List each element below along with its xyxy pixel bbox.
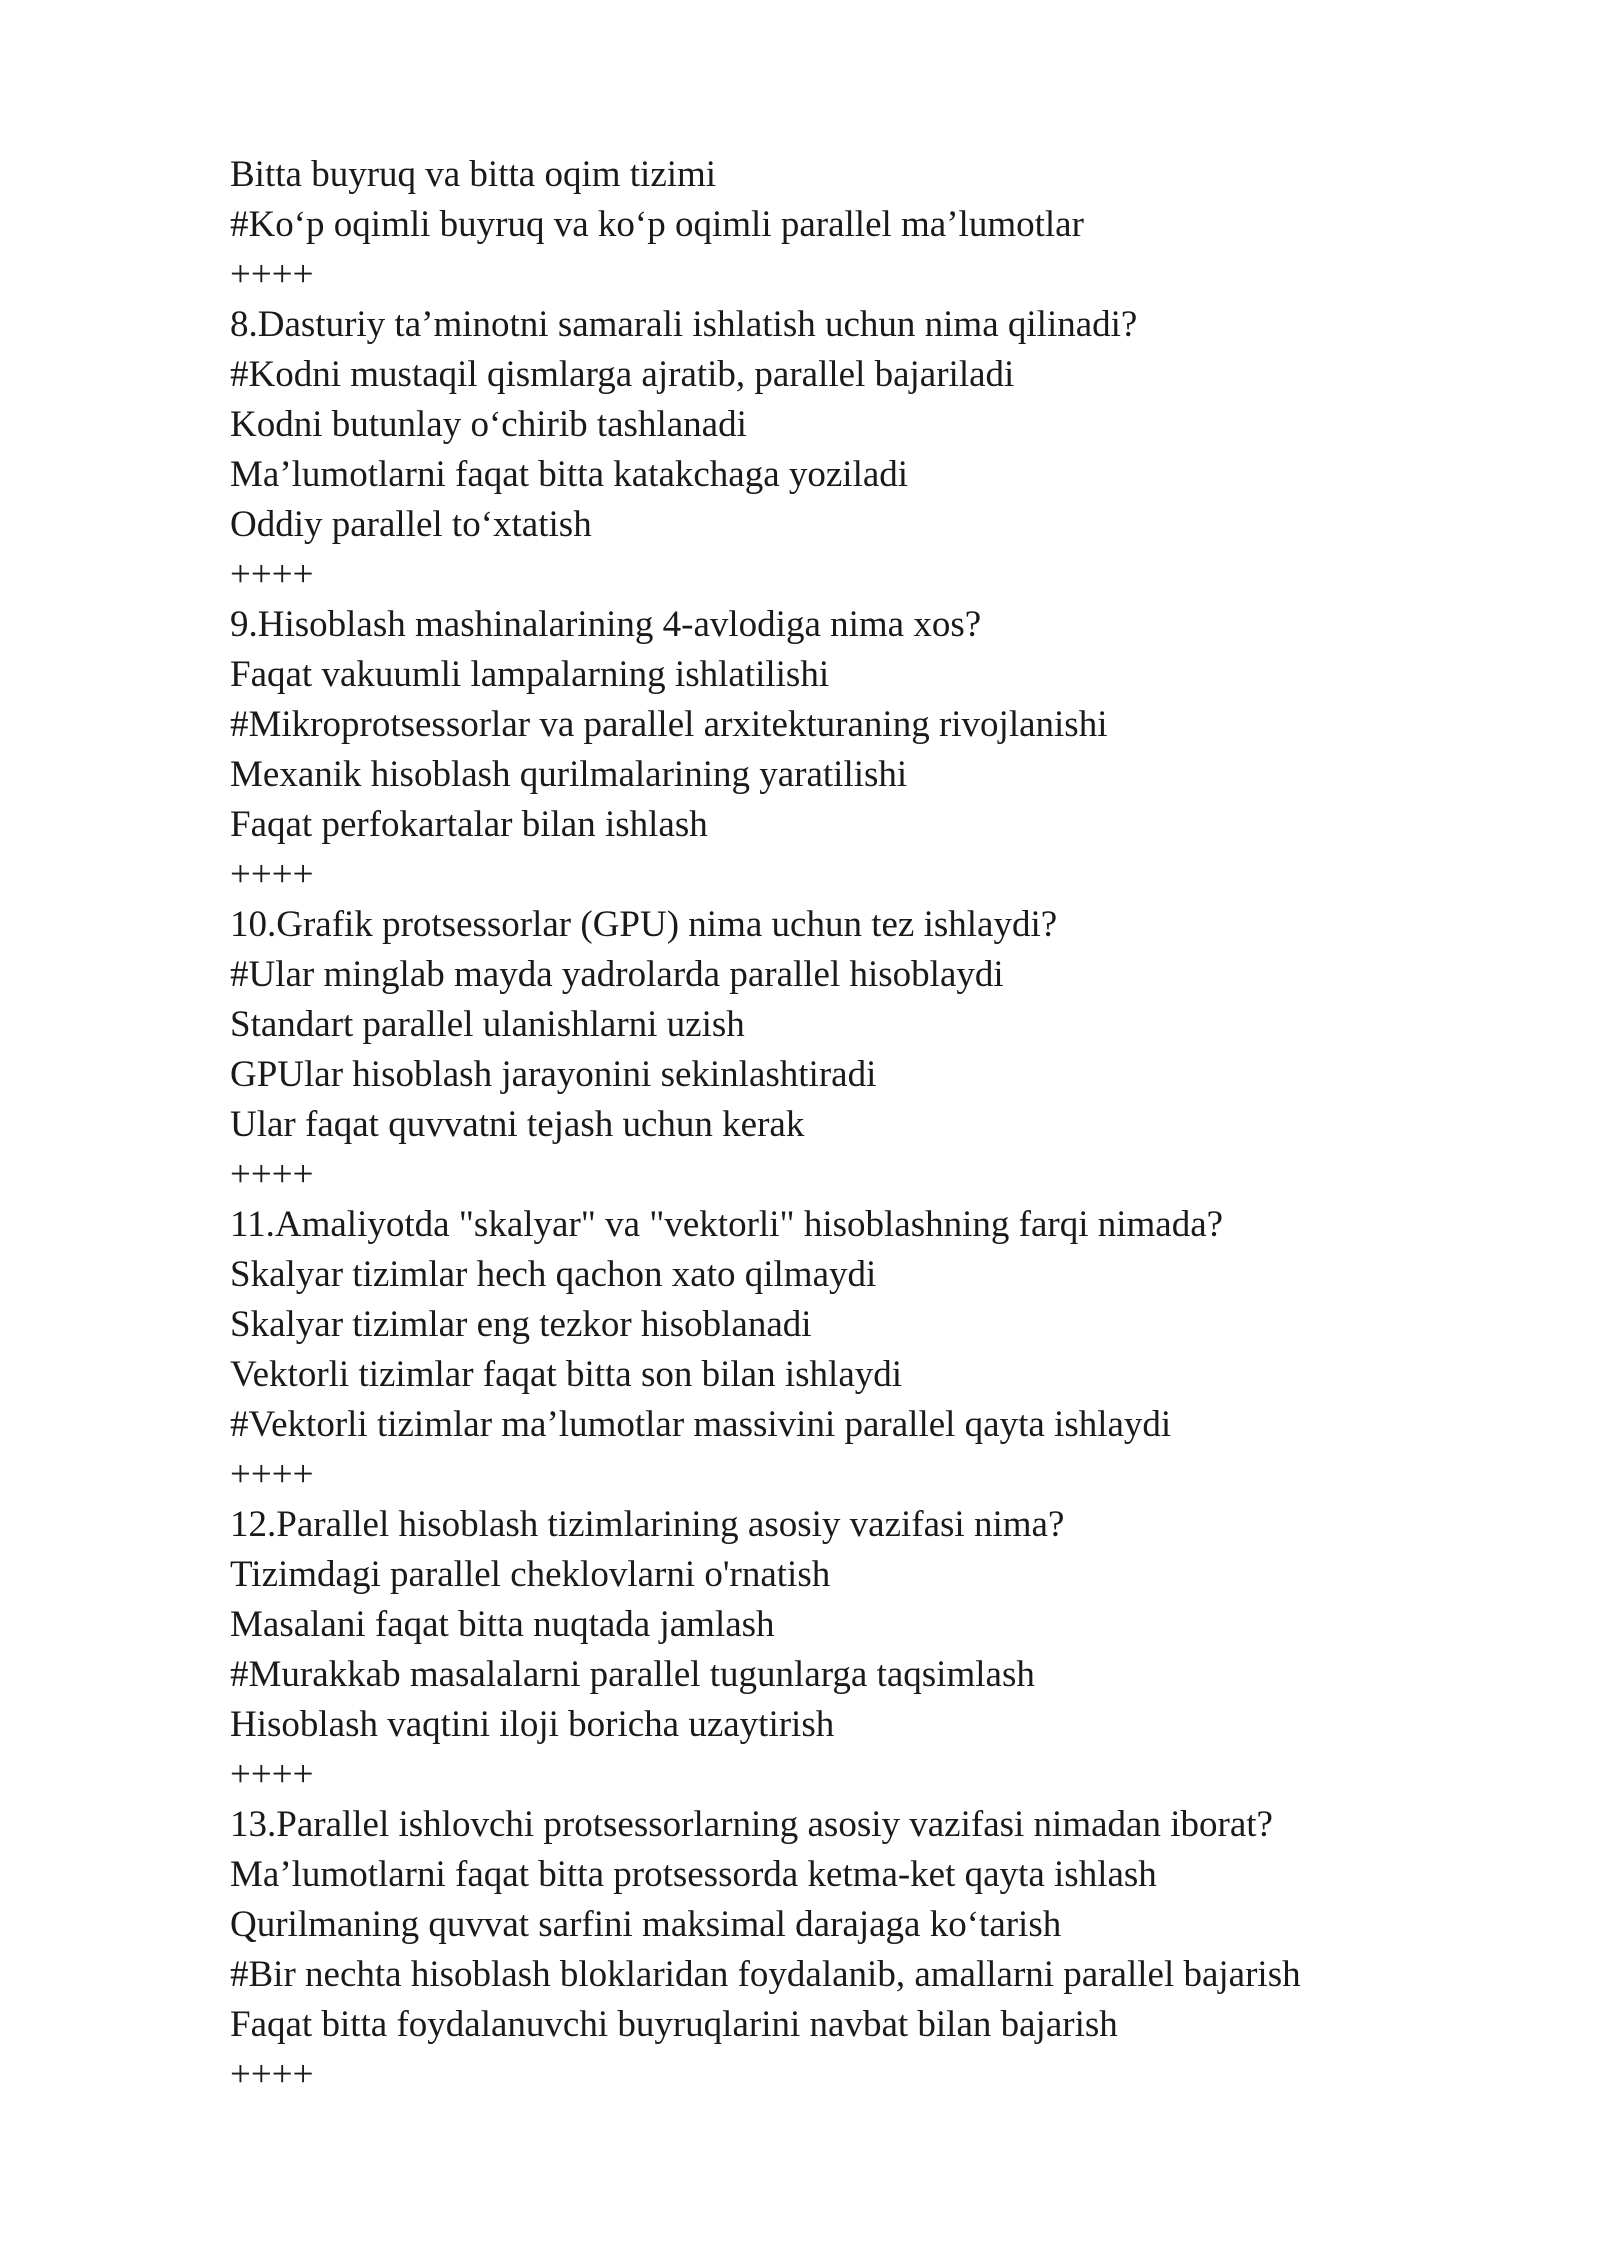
text-line: Faqat vakuumli lampalarning ishlatilishi — [230, 654, 830, 695]
text-line: #Ko‘p oqimli buyruq va ko‘p oqimli parallel ma’lumotlar — [230, 204, 1084, 245]
separator-line: ++++ — [230, 254, 314, 295]
text-line: #Mikroprotsessorlar va parallel arxitekturaning rivojlanishi — [230, 704, 1108, 745]
text-line: Ma’lumotlarni faqat bitta katakchaga yoziladi — [230, 454, 909, 495]
text-line: Faqat bitta foydalanuvchi buyruqlarini navbat bilan bajarish — [230, 2004, 1118, 2045]
question-line: 12.Parallel hisoblash tizimlarining asosiy vazifasi nima? — [230, 1504, 1065, 1545]
text-line: #Murakkab masalalarni parallel tugunlarga taqsimlash — [230, 1654, 1035, 1695]
text-line: Ular faqat quvvatni tejash uchun kerak — [230, 1104, 805, 1145]
text-line: #Vektorli tizimlar ma’lumotlar massivini parallel qayta ishlaydi — [230, 1404, 1172, 1445]
text-line: Skalyar tizimlar eng tezkor hisoblanadi — [230, 1304, 812, 1345]
text-line: Skalyar tizimlar hech qachon xato qilmaydi — [230, 1254, 877, 1295]
text-line: #Bir nechta hisoblash bloklaridan foydalanib, amallarni parallel bajarish — [230, 1954, 1301, 1995]
question-line: 9.Hisoblash mashinalarining 4-avlodiga nima xos? — [230, 604, 982, 645]
separator-line: ++++ — [230, 1454, 314, 1495]
text-line: Qurilmaning quvvat sarfini maksimal darajaga ko‘tarish — [230, 1904, 1062, 1945]
text-line: Tizimdagi parallel cheklovlarni o'rnatish — [230, 1554, 831, 1595]
text-line: Faqat perfokartalar bilan ishlash — [230, 804, 708, 845]
text-line: Mexanik hisoblash qurilmalarining yaratilishi — [230, 754, 908, 795]
text-line: Ma’lumotlarni faqat bitta protsessorda ketma-ket qayta ishlash — [230, 1854, 1157, 1895]
question-line: 10.Grafik protsessorlar (GPU) nima uchun tez ishlaydi? — [230, 904, 1058, 945]
question-line: 11.Amaliyotda "skalyar" va "vektorli" hisoblashning farqi nimada? — [230, 1204, 1224, 1245]
question-line: 13.Parallel ishlovchi protsessorlarning asosiy vazifasi nimadan iborat? — [230, 1804, 1273, 1845]
separator-line: ++++ — [230, 854, 314, 895]
question-line: 8.Dasturiy ta’minotni samarali ishlatish uchun nima qilinadi? — [230, 304, 1138, 345]
text-line: Oddiy parallel to‘xtatish — [230, 504, 592, 545]
text-line: Hisoblash vaqtini iloji boricha uzaytirish — [230, 1704, 835, 1745]
text-line: Bitta buyruq va bitta oqim tizimi — [230, 154, 717, 195]
separator-line: ++++ — [230, 554, 314, 595]
text-line: GPUlar hisoblash jarayonini sekinlashtiradi — [230, 1054, 877, 1095]
document-text — [230, 150, 1530, 2100]
text-line: Vektorli tizimlar faqat bitta son bilan ishlaydi — [230, 1354, 903, 1395]
text-line: Kodni butunlay o‘chirib tashlanadi — [230, 404, 747, 445]
text-line: #Ular minglab mayda yadrolarda parallel hisoblaydi — [230, 954, 1004, 995]
text-line: Masalani faqat bitta nuqtada jamlash — [230, 1604, 775, 1645]
separator-line: ++++ — [230, 1754, 314, 1795]
separator-line: ++++ — [230, 2054, 314, 2095]
text-line: #Kodni mustaqil qismlarga ajratib, parallel bajariladi — [230, 354, 1015, 395]
text-line: Standart parallel ulanishlarni uzish — [230, 1004, 745, 1045]
separator-line: ++++ — [230, 1154, 314, 1195]
